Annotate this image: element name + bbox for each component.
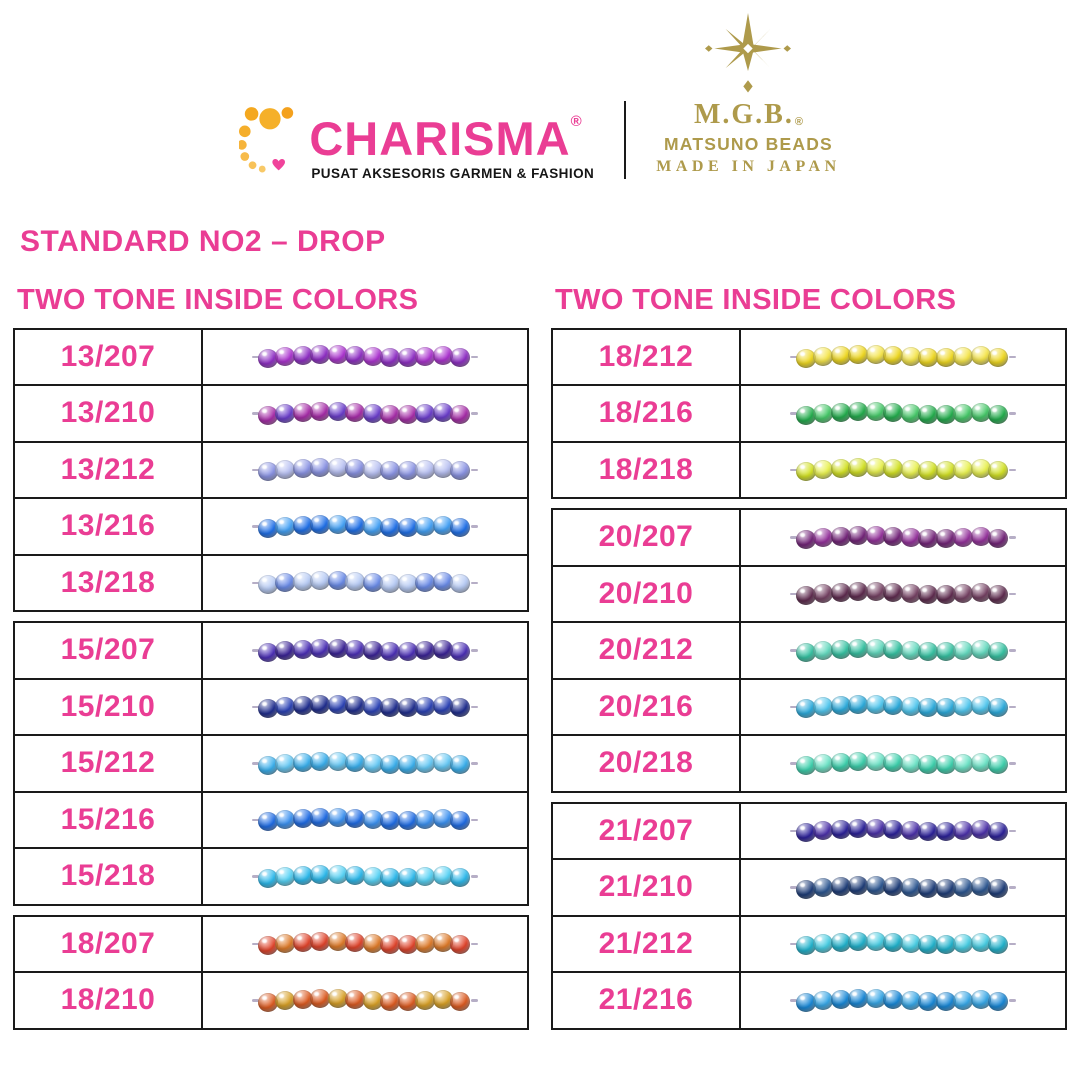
bead bbox=[450, 348, 470, 367]
thread-end bbox=[1009, 943, 1016, 946]
bead-string bbox=[251, 573, 479, 592]
bead-cell bbox=[741, 973, 1065, 1028]
bead-string bbox=[251, 404, 479, 423]
bead-string bbox=[251, 934, 479, 953]
bead-string bbox=[251, 641, 479, 660]
bead-cell bbox=[741, 736, 1065, 791]
bead-string bbox=[789, 878, 1017, 897]
color-code: 20/218 bbox=[553, 736, 741, 791]
bead bbox=[988, 529, 1008, 548]
table-row bbox=[553, 804, 1065, 859]
bead-cell bbox=[203, 499, 527, 554]
table-row bbox=[15, 330, 527, 385]
thread-end bbox=[471, 762, 478, 765]
thread-end bbox=[1009, 649, 1016, 652]
table-row bbox=[15, 497, 527, 554]
thread-end bbox=[471, 525, 478, 528]
table-row bbox=[15, 678, 527, 735]
table-row bbox=[553, 915, 1065, 972]
bead-cell bbox=[203, 623, 527, 678]
bead-string bbox=[251, 460, 479, 479]
bead bbox=[450, 698, 470, 717]
bead bbox=[450, 811, 470, 830]
bead-string bbox=[251, 810, 479, 829]
bead-string bbox=[789, 754, 1017, 773]
color-code: 18/207 bbox=[15, 917, 203, 972]
bead-cell bbox=[741, 623, 1065, 678]
bead-string bbox=[251, 867, 479, 886]
color-code: 21/207 bbox=[553, 804, 741, 859]
bead bbox=[450, 992, 470, 1011]
table-row bbox=[553, 565, 1065, 622]
left-color-column bbox=[13, 260, 529, 1030]
color-code: 15/207 bbox=[15, 623, 203, 678]
mgb-wordmark: M.G.B. bbox=[693, 98, 794, 130]
bead bbox=[450, 642, 470, 661]
bead-cell bbox=[203, 973, 527, 1028]
registered-mark: ® bbox=[570, 113, 582, 130]
mgb-origin-line: MADE IN JAPAN bbox=[656, 158, 841, 175]
mgb-brand-line: MATSUNO BEADS bbox=[664, 133, 833, 154]
bead bbox=[988, 642, 1008, 661]
bead-cell bbox=[741, 330, 1065, 385]
bead-string bbox=[789, 584, 1017, 603]
thread-end bbox=[471, 356, 478, 359]
table-row bbox=[553, 330, 1065, 385]
bead-cell bbox=[203, 386, 527, 441]
bead bbox=[988, 405, 1008, 424]
page-title: STANDARD NO2 – DROP bbox=[20, 225, 386, 258]
thread-end bbox=[1009, 762, 1016, 765]
charisma-dots-heart-icon bbox=[239, 101, 299, 181]
registered-mark: ® bbox=[794, 115, 803, 128]
bead-string bbox=[789, 347, 1017, 366]
color-code: 21/210 bbox=[553, 860, 741, 915]
table-row bbox=[15, 623, 527, 678]
thread-end bbox=[1009, 830, 1016, 833]
bead-string bbox=[789, 934, 1017, 953]
bead bbox=[450, 405, 470, 424]
thread-end bbox=[471, 875, 478, 878]
bead-cell bbox=[203, 849, 527, 904]
bead-string bbox=[251, 991, 479, 1010]
thread-end bbox=[1009, 356, 1016, 359]
bead-string bbox=[789, 697, 1017, 716]
bead-cell bbox=[203, 330, 527, 385]
color-code: 18/218 bbox=[553, 443, 741, 498]
bead-string bbox=[251, 517, 479, 536]
color-code: 13/207 bbox=[15, 330, 203, 385]
color-code: 15/212 bbox=[15, 736, 203, 791]
table-row bbox=[553, 621, 1065, 678]
thread-end bbox=[471, 469, 478, 472]
bead bbox=[988, 461, 1008, 480]
heart-icon bbox=[273, 159, 286, 170]
bead-cell bbox=[203, 917, 527, 972]
bead-cell bbox=[741, 386, 1065, 441]
color-table-group bbox=[13, 328, 529, 613]
table-row bbox=[15, 971, 527, 1028]
table-row bbox=[15, 734, 527, 791]
thread-end bbox=[1009, 706, 1016, 709]
bead-cell bbox=[203, 443, 527, 498]
color-code: 20/207 bbox=[553, 510, 741, 565]
color-tables bbox=[13, 260, 1067, 1030]
color-table-group bbox=[13, 621, 529, 906]
table-row bbox=[15, 847, 527, 904]
left-table-groups bbox=[13, 328, 529, 1030]
thread-end bbox=[1009, 999, 1016, 1002]
color-code: 15/218 bbox=[15, 849, 203, 904]
color-code: 18/210 bbox=[15, 973, 203, 1028]
color-code: 18/216 bbox=[553, 386, 741, 441]
bead bbox=[988, 935, 1008, 954]
thread-end bbox=[1009, 593, 1016, 596]
color-code: 15/216 bbox=[15, 793, 203, 848]
charisma-tagline: PUSAT AKSESORIS GARMEN & FASHION bbox=[311, 166, 595, 181]
table-row bbox=[553, 734, 1065, 791]
table-row bbox=[15, 384, 527, 441]
table-row bbox=[15, 441, 527, 498]
color-table-group bbox=[551, 328, 1067, 500]
bead-cell bbox=[741, 680, 1065, 735]
bead-cell bbox=[741, 443, 1065, 498]
bead-cell bbox=[741, 567, 1065, 622]
bead bbox=[450, 868, 470, 887]
color-code: 20/212 bbox=[553, 623, 741, 678]
thread-end bbox=[471, 582, 478, 585]
charisma-wordmark: CHARISMA bbox=[309, 112, 571, 165]
bead bbox=[988, 879, 1008, 898]
bead bbox=[988, 585, 1008, 604]
bead bbox=[988, 822, 1008, 841]
color-code: 18/212 bbox=[553, 330, 741, 385]
column-heading: TWO TONE INSIDE COLORS bbox=[17, 283, 419, 316]
bead bbox=[988, 992, 1008, 1011]
bead-cell bbox=[741, 804, 1065, 859]
charisma-logo bbox=[239, 101, 594, 181]
color-code: 15/210 bbox=[15, 680, 203, 735]
color-table-group bbox=[551, 508, 1067, 793]
thread-end bbox=[471, 943, 478, 946]
bead-string bbox=[789, 404, 1017, 423]
bead bbox=[450, 461, 470, 480]
bead bbox=[450, 935, 470, 954]
column-heading: TWO TONE INSIDE COLORS bbox=[555, 283, 957, 316]
table-row bbox=[553, 678, 1065, 735]
bead-string bbox=[789, 991, 1017, 1010]
thread-end bbox=[471, 412, 478, 415]
bead-cell bbox=[203, 556, 527, 611]
bead-string bbox=[251, 697, 479, 716]
color-code: 13/212 bbox=[15, 443, 203, 498]
bead-cell bbox=[203, 680, 527, 735]
color-table-group bbox=[13, 915, 529, 1030]
table-row bbox=[15, 554, 527, 611]
thread-end bbox=[1009, 536, 1016, 539]
thread-end bbox=[471, 706, 478, 709]
thread-end bbox=[471, 999, 478, 1002]
color-table-group bbox=[551, 802, 1067, 1030]
right-table-groups bbox=[551, 328, 1067, 1030]
table-row bbox=[553, 971, 1065, 1028]
brand-header bbox=[0, 0, 1080, 185]
table-row bbox=[553, 858, 1065, 915]
bead-cell bbox=[741, 510, 1065, 565]
bead-cell bbox=[741, 860, 1065, 915]
color-code: 13/216 bbox=[15, 499, 203, 554]
bead-string bbox=[789, 641, 1017, 660]
thread-end bbox=[1009, 412, 1016, 415]
thread-end bbox=[1009, 469, 1016, 472]
table-row bbox=[553, 510, 1065, 565]
color-code: 13/218 bbox=[15, 556, 203, 611]
bead-cell bbox=[741, 917, 1065, 972]
mgb-star-icon bbox=[682, 13, 814, 99]
bead-string bbox=[789, 528, 1017, 547]
bead bbox=[450, 755, 470, 774]
bead-cell bbox=[203, 736, 527, 791]
charisma-text bbox=[309, 112, 595, 181]
table-row bbox=[15, 791, 527, 848]
color-code: 13/210 bbox=[15, 386, 203, 441]
color-code: 21/216 bbox=[553, 973, 741, 1028]
color-code: 20/210 bbox=[553, 567, 741, 622]
bead bbox=[450, 518, 470, 537]
bead-cell bbox=[203, 793, 527, 848]
table-row bbox=[15, 917, 527, 972]
right-color-column bbox=[551, 260, 1067, 1030]
table-row bbox=[553, 441, 1065, 498]
table-row bbox=[553, 384, 1065, 441]
bead bbox=[988, 755, 1008, 774]
bead-string bbox=[789, 460, 1017, 479]
bead bbox=[988, 348, 1008, 367]
mgb-logo bbox=[656, 13, 840, 176]
bead bbox=[988, 698, 1008, 717]
color-code: 20/216 bbox=[553, 680, 741, 735]
bead-string bbox=[789, 821, 1017, 840]
logo-divider bbox=[624, 101, 626, 179]
bead-string bbox=[251, 347, 479, 366]
thread-end bbox=[1009, 886, 1016, 889]
thread-end bbox=[471, 819, 478, 822]
bead-string bbox=[251, 754, 479, 773]
bead bbox=[450, 574, 470, 593]
thread-end bbox=[471, 649, 478, 652]
color-code: 21/212 bbox=[553, 917, 741, 972]
